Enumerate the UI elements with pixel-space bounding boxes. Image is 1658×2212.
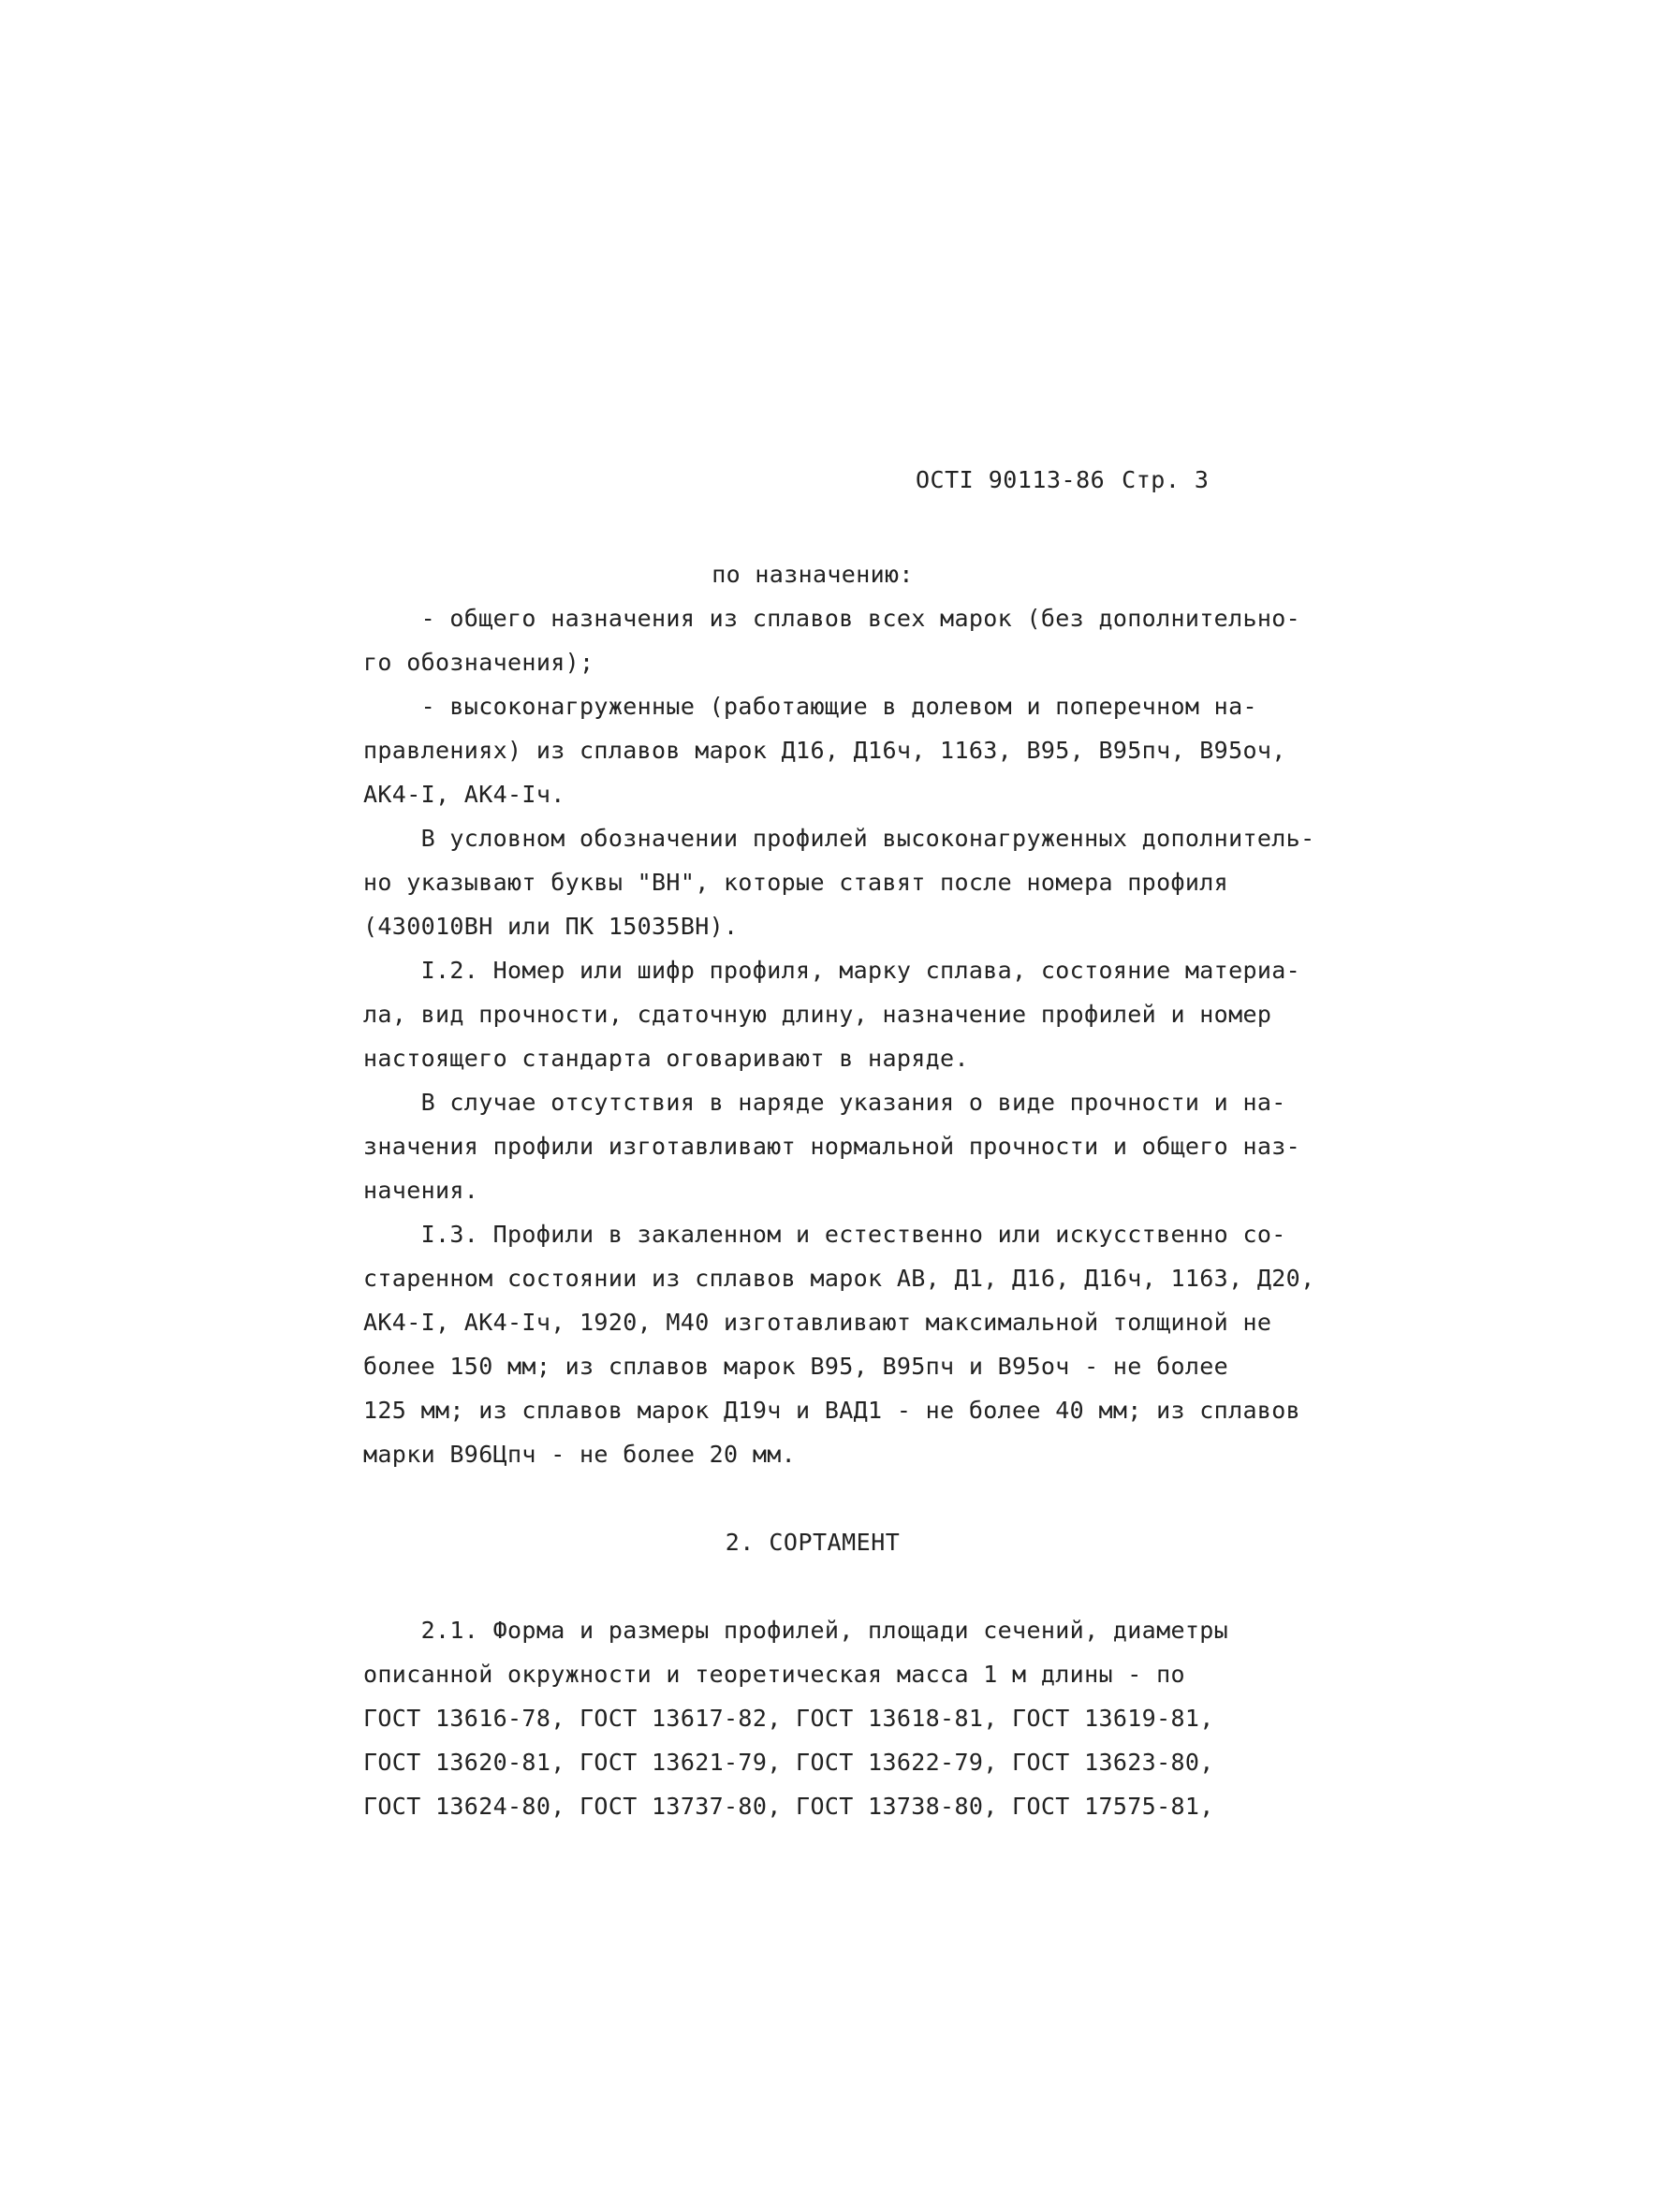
text-line: - общего назначения из сплавов всех марок (без дополнительно- [363,605,1301,632]
page-number: Стр. 3 [1122,466,1210,493]
text-line: марки В96Цпч - не более 20 мм. [363,1441,797,1468]
text-line: начения. [363,1177,479,1204]
document-body [363,552,1315,1828]
text-line: описанной окружности и теоретическая масса 1 м длины - по [363,1661,1185,1688]
text-line: - высоконагруженные (работающие в долевом и поперечном на- [363,693,1257,720]
text-line: значения профили изготавливают нормальной прочности и общего наз- [363,1133,1301,1160]
text-line: 2.1. Форма и размеры профилей, площади сечений, диаметры [363,1617,1229,1644]
text-line: АК4-I, АК4-Iч, 1920, М40 изготавливают максимальной толщиной не [363,1309,1272,1336]
text-line: I.3. Профили в закаленном и естественно или искусственно со- [363,1221,1286,1248]
text-line: 125 мм; из сплавов марок Д19ч и ВАД1 - не более 40 мм; из сплавов [363,1397,1301,1424]
text-line: настоящего стандарта оговаривают в наряде. [363,1045,969,1072]
text-line: (430010ВН или ПК 15035ВН). [363,913,739,940]
text-line: го обозначения); [363,649,594,676]
text-line: ГОСТ 13616-78, ГОСТ 13617-82, ГОСТ 13618-81, ГОСТ 13619-81, [363,1705,1214,1732]
page-header [916,466,1209,493]
text-line: ла, вид прочности, сдаточную длину, назначение профилей и номер [363,1001,1272,1028]
text-line: старенном состоянии из сплавов марок АВ, Д1, Д16, Д16ч, 1163, Д20, [363,1265,1315,1292]
text-line: более 150 мм; из сплавов марок В95, В95пч и В95оч - не более [363,1353,1229,1380]
text-line: но указывают буквы "ВН", которые ставят после номера профиля [363,869,1229,896]
text-line: I.2. Номер или шифр профиля, марку сплава, состояние материа- [363,957,1301,984]
text-line: АК4-I, АК4-Iч. [363,781,565,808]
text-line: ГОСТ 13624-80, ГОСТ 13737-80, ГОСТ 13738-80, ГОСТ 17575-81, [363,1793,1214,1820]
section-heading: 2. СОРТАМЕНТ [725,1529,901,1556]
text-line: В случае отсутствия в наряде указания о виде прочности и на- [363,1089,1286,1116]
spacer [363,1476,1262,1520]
text-line: В условном обозначении профилей высоконагруженных дополнитель- [363,825,1315,852]
spacer [363,1564,1262,1608]
document-code: ОСТI 90113-86 [916,466,1106,493]
text-line: ГОСТ 13620-81, ГОСТ 13621-79, ГОСТ 13622-79, ГОСТ 13623-80, [363,1749,1214,1776]
text-line: по назначению: [712,561,914,588]
text-line: правлениях) из сплавов марок Д16, Д16ч, 1163, В95, В95пч, В95оч, [363,737,1286,764]
